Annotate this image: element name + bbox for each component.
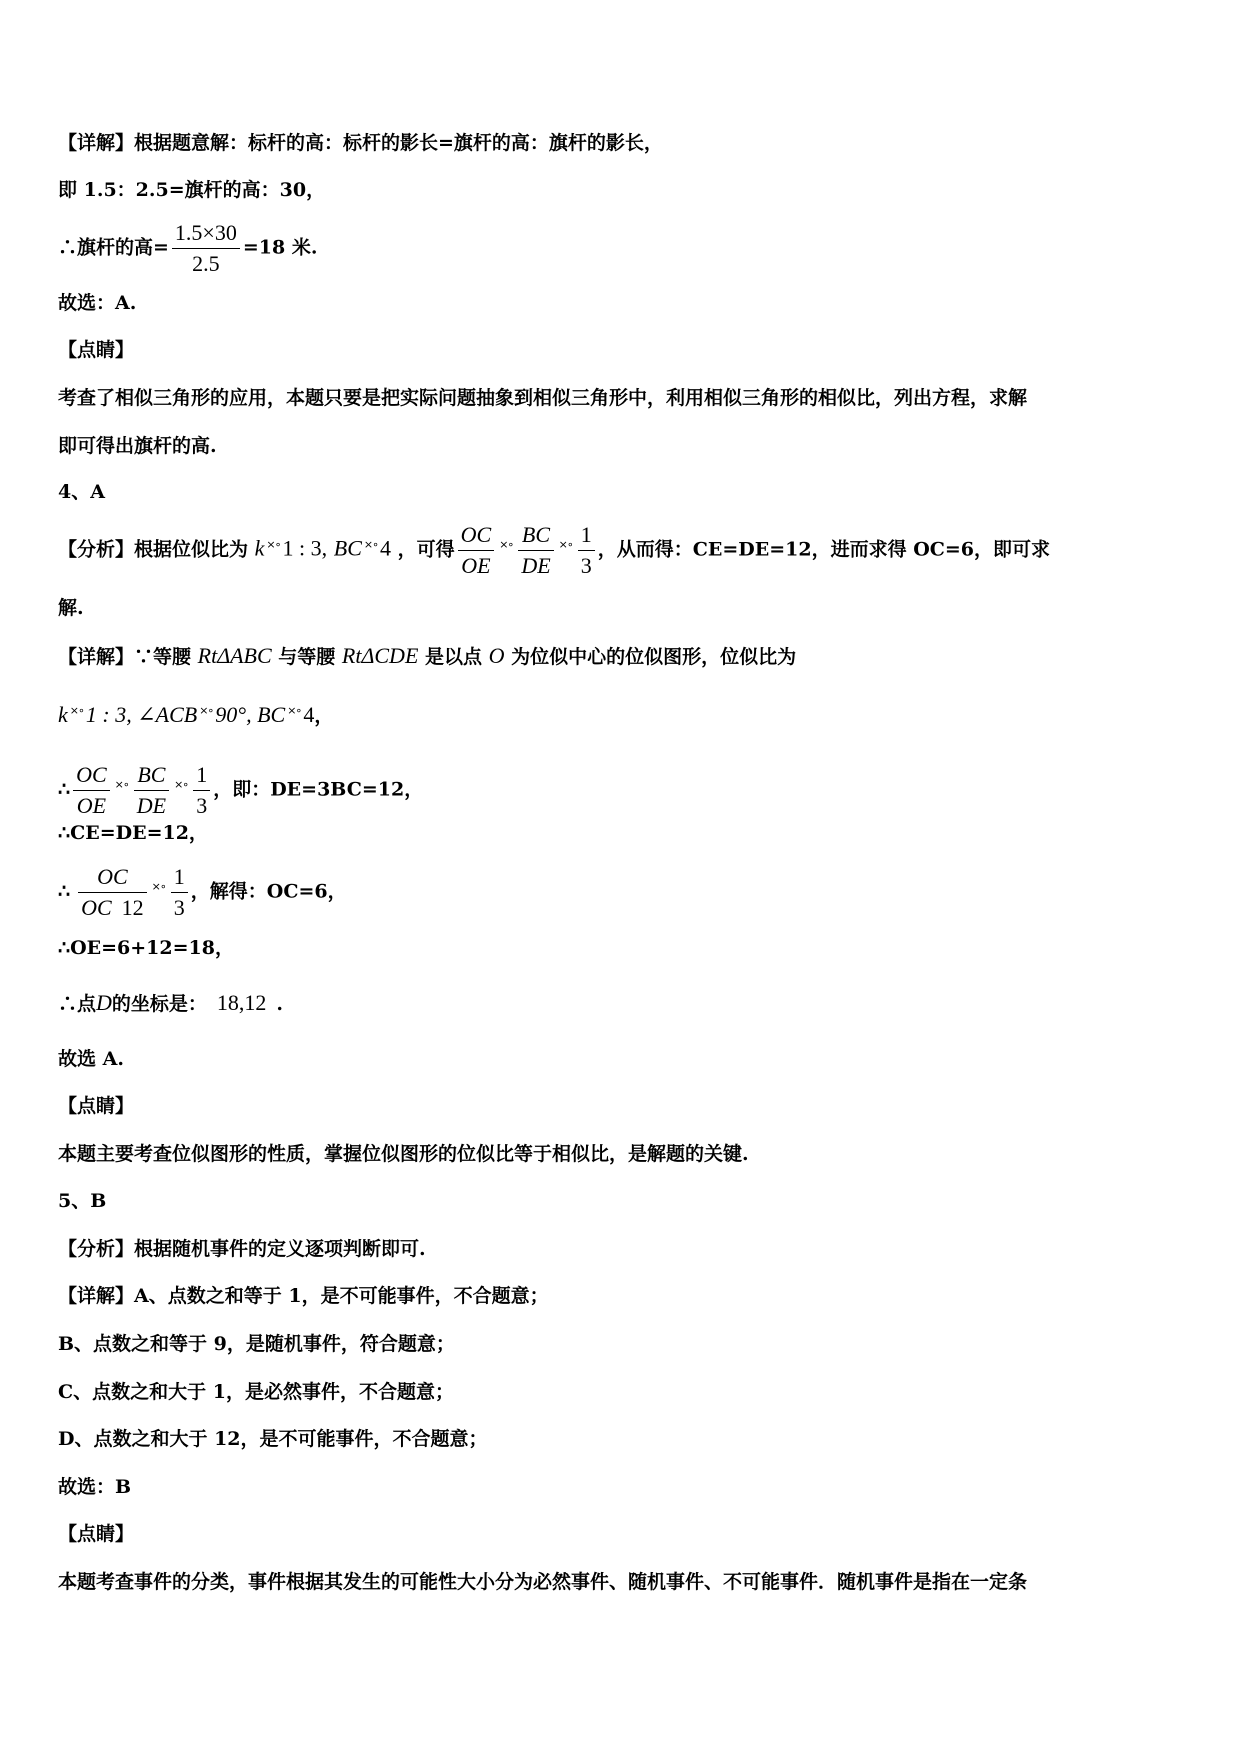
detail-line-1: 【详解】根据题意解：标杆的高：标杆的影长=旗杆的高：旗杆的影长，	[58, 132, 663, 154]
text: ∴旗杆的高=	[58, 236, 169, 259]
fraction	[518, 520, 553, 581]
analysis-line-2: 解.	[58, 597, 84, 619]
fraction	[78, 862, 147, 923]
denominator	[78, 893, 147, 923]
math-oc: OC	[81, 895, 112, 920]
text: ∴	[58, 778, 71, 801]
denominator: 3	[196, 793, 208, 818]
math-ratio-angle: 1 : 3, ∠ACB	[85, 702, 198, 727]
numerator: BC	[518, 520, 553, 551]
detail-line-6	[58, 760, 423, 821]
fraction	[172, 218, 240, 279]
denominator: 2.5	[192, 251, 220, 276]
detail-line-8	[58, 862, 347, 923]
text: 的坐标是：	[111, 993, 207, 1015]
detail-line-4	[58, 643, 796, 670]
denominator: DE	[521, 553, 551, 578]
math-d: D	[96, 990, 112, 1015]
detail-line-3	[58, 218, 317, 279]
math-twelve: 12	[121, 895, 144, 920]
answer-line: 故选：A.	[58, 292, 137, 314]
comment-line-1: 考查了相似三角形的应用，本题只要是把实际问题抽象到相似三角形中，利用相似三角形的相似比，列出方程，求解	[58, 387, 1028, 409]
numerator: 1.5×30	[172, 218, 240, 249]
text: ，即：DE=3BC=12，	[213, 778, 424, 801]
numerator: BC	[134, 760, 169, 791]
detail-line-5	[58, 698, 333, 729]
answer-line-3: 故选：B	[58, 1476, 132, 1498]
text: 与等腰	[278, 646, 336, 668]
fraction	[578, 520, 595, 581]
equals-symbol: ×∘	[499, 537, 514, 551]
math-coordinate: 18,12	[216, 990, 267, 1015]
denominator: OE	[76, 793, 107, 818]
math-bc: BC	[333, 535, 362, 561]
equals-symbol: ×∘	[69, 704, 84, 717]
option-c-line: C、点数之和大于 1，是必然事件，不合题意；	[58, 1381, 454, 1403]
math-triangle-abc: RtΔABC	[197, 643, 272, 668]
math-o: O	[488, 643, 505, 668]
comment-heading: 【点睛】	[58, 339, 135, 361]
text: ，解得：OC=6，	[190, 880, 347, 903]
text: ∴	[58, 880, 71, 903]
fraction	[73, 760, 110, 821]
equals-symbol: ×∘	[151, 879, 166, 893]
numerator: OC	[78, 862, 147, 893]
text: 是以点	[425, 646, 483, 668]
text: ，	[314, 705, 334, 727]
answer-line-2: 故选 A.	[58, 1048, 124, 1070]
detail-line-9: ∴OE=6+12=18，	[58, 937, 234, 959]
comment-line-4: 本题考查事件的分类，事件根据其发生的可能性大小分为必然事件、随机事件、不可能事件．随机事件是指在一定条	[58, 1571, 1028, 1593]
text: =18 米.	[242, 236, 318, 259]
equals-symbol: ×∘	[199, 704, 214, 717]
equals-symbol: ×∘	[363, 537, 378, 551]
numerator: 1	[171, 862, 188, 893]
question-4-label: 4、A	[58, 481, 105, 503]
comment-line-3: 本题主要考查位似图形的性质，掌握位似图形的位似比等于相似比，是解题的关键.	[58, 1143, 749, 1165]
math-triangle-cde: RtΔCDE	[341, 643, 419, 668]
denominator: DE	[136, 793, 167, 818]
math-ratio: 1 : 3,	[282, 535, 328, 561]
denominator: 3	[580, 553, 592, 578]
equals-symbol: ×∘	[114, 777, 129, 791]
fraction	[171, 862, 188, 923]
detail-line-7: ∴CE=DE=12，	[58, 822, 208, 844]
fraction	[193, 760, 210, 821]
denominator: OE	[461, 553, 491, 578]
text: 【分析】根据位似比为	[58, 538, 249, 561]
text: 为位似中心的位似图形，位似比为	[511, 646, 797, 668]
detail-line-2: 即 1.5：2.5=旗杆的高：30，	[58, 179, 326, 201]
text: ，可得	[397, 538, 455, 561]
equals-symbol: ×∘	[266, 537, 281, 551]
math-four: 4	[303, 702, 315, 727]
text: ∴点	[58, 993, 97, 1015]
detail-line-11: 【详解】A、点数之和等于 1，是不可能事件，不合题意；	[58, 1285, 549, 1307]
numerator: OC	[458, 520, 495, 551]
comment-line-2: 即可得出旗杆的高.	[58, 435, 217, 457]
question-5-label: 5、B	[58, 1190, 107, 1212]
math-k: k	[254, 535, 265, 561]
math-degree: 90°, BC	[215, 702, 286, 727]
option-b-line: B、点数之和等于 9，是随机事件，符合题意；	[58, 1333, 455, 1355]
math-k: k	[58, 702, 68, 727]
comment-heading-2: 【点睛】	[58, 1095, 135, 1117]
detail-line-10	[58, 990, 283, 1017]
numerator: 1	[578, 520, 595, 551]
denominator: 3	[173, 895, 185, 920]
math-four: 4	[380, 535, 391, 561]
fraction	[134, 760, 169, 821]
equals-symbol: ×∘	[287, 704, 302, 717]
analysis-line	[58, 520, 1050, 581]
analysis-line-3: 【分析】根据随机事件的定义逐项判断即可.	[58, 1238, 426, 1260]
text: ，从而得：CE=DE=12，进而求得 OC=6，即可求	[597, 538, 1051, 561]
equals-symbol: ×∘	[558, 537, 573, 551]
text: .	[276, 993, 284, 1015]
comment-heading-3: 【点睛】	[58, 1523, 135, 1545]
text: 【详解】∵等腰	[58, 646, 192, 668]
option-d-line: D、点数之和大于 12，是不可能事件，不合题意；	[58, 1428, 488, 1450]
numerator: OC	[73, 760, 110, 791]
equals-symbol: ×∘	[174, 777, 189, 791]
fraction	[458, 520, 495, 581]
numerator: 1	[193, 760, 210, 791]
